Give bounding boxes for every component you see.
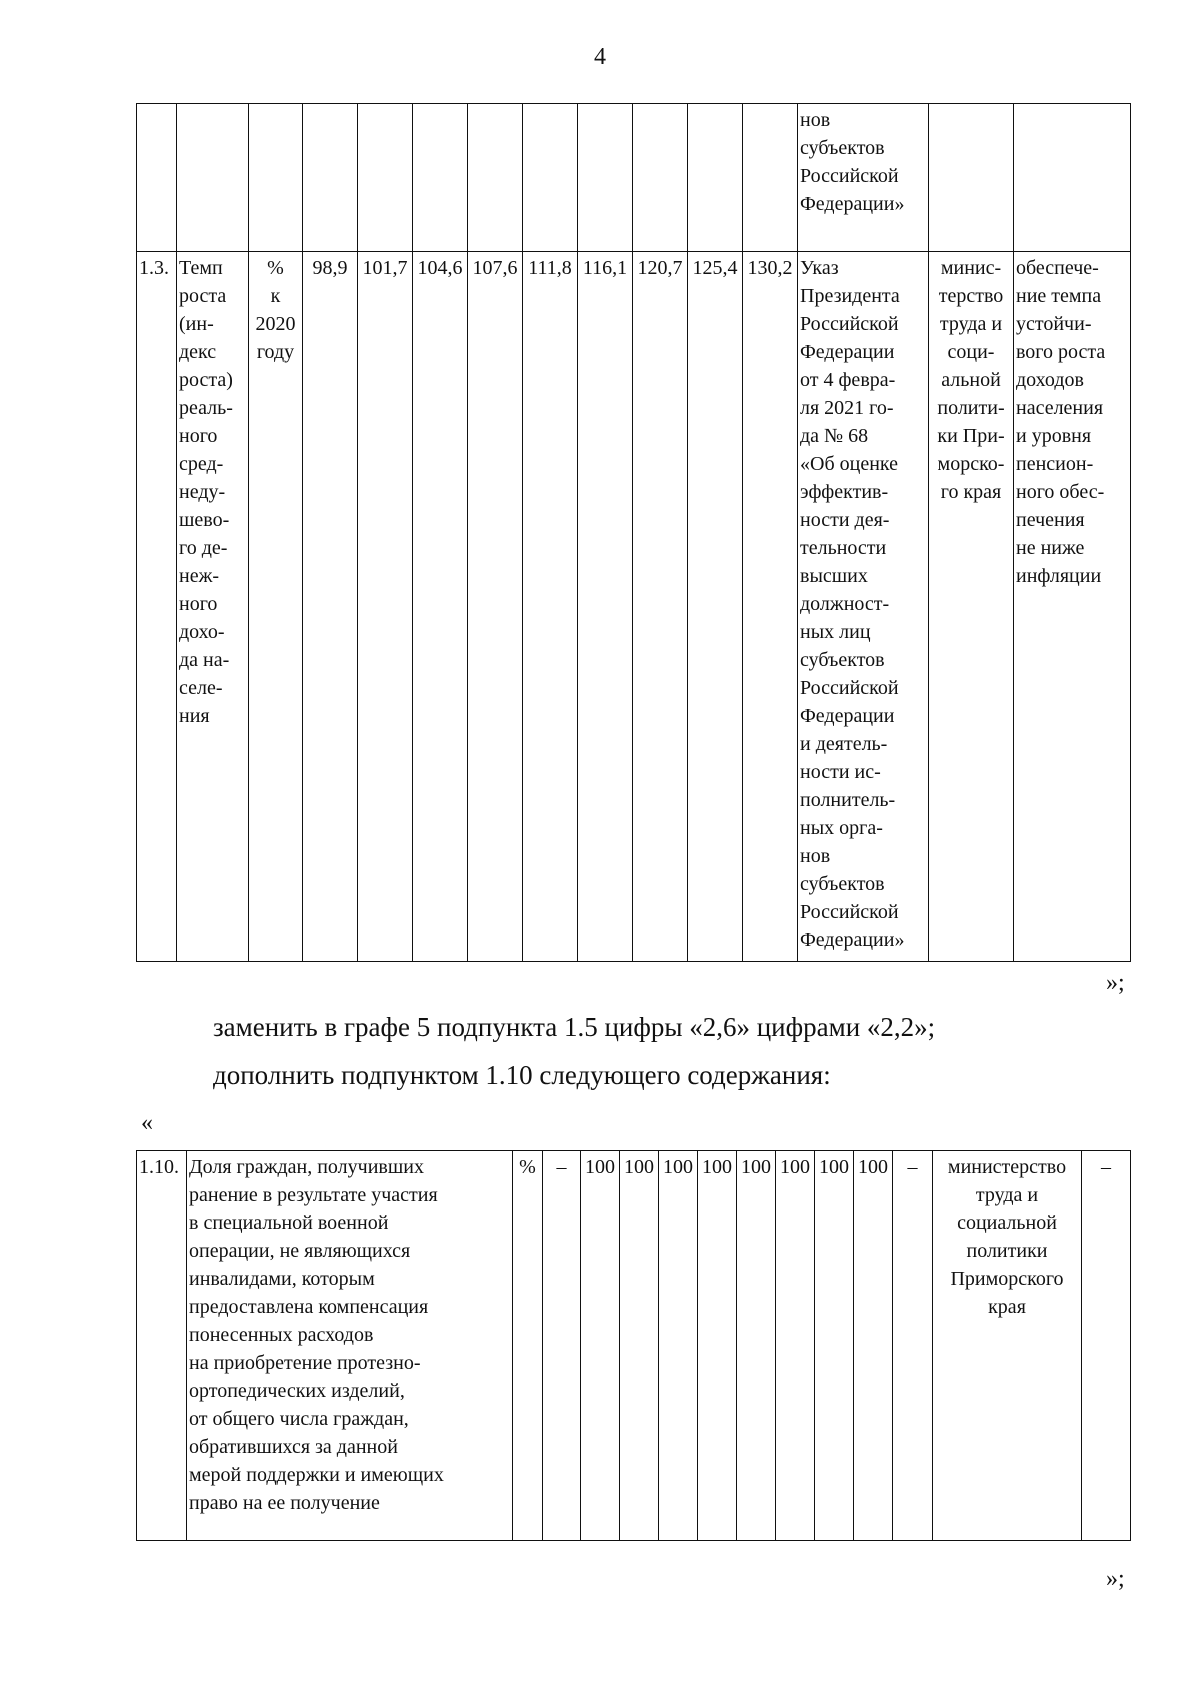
cell-value bbox=[523, 104, 578, 252]
table-row bbox=[137, 252, 1131, 962]
cell-value: 116,1 bbox=[578, 252, 633, 962]
cell-value: 120,7 bbox=[633, 252, 688, 962]
closing-quote: »; bbox=[1106, 1566, 1125, 1592]
cell-value bbox=[633, 104, 688, 252]
cell-unit: % к 2020 году bbox=[249, 252, 303, 962]
closing-quote: »; bbox=[1106, 970, 1125, 996]
page-number: 4 bbox=[594, 44, 606, 70]
cell-base: – bbox=[543, 1151, 581, 1541]
opening-quote: « bbox=[141, 1110, 153, 1136]
cell-result bbox=[1014, 104, 1131, 252]
cell-value: 111,8 bbox=[523, 252, 578, 962]
cell-value bbox=[578, 104, 633, 252]
cell-value: 130,2 bbox=[743, 252, 798, 962]
cell-responsible bbox=[929, 104, 1014, 252]
cell-result: – bbox=[1082, 1151, 1131, 1541]
cell-responsible: минис- терство труда и соци- альной полити- ки При- морско- го края bbox=[929, 252, 1014, 962]
cell-value bbox=[688, 104, 743, 252]
cell-value: 104,6 bbox=[413, 252, 468, 962]
cell-value bbox=[468, 104, 523, 252]
cell-name: Темп роста (ин- декс роста) реаль- ного сред- неду- шево- го де- неж- ного дохо- да на- селе- ния bbox=[177, 252, 249, 962]
cell-value bbox=[743, 104, 798, 252]
cell-name bbox=[177, 104, 249, 252]
cell-num bbox=[137, 104, 177, 252]
cell-unit: % bbox=[513, 1151, 543, 1541]
cell-value: 100 bbox=[620, 1151, 659, 1541]
cell-value: 101,7 bbox=[358, 252, 413, 962]
cell-value: 100 bbox=[854, 1151, 893, 1541]
cell-value: 100 bbox=[737, 1151, 776, 1541]
cell-legal-basis: нов субъектов Российской Федерации» bbox=[798, 104, 929, 252]
cell-value: 98,9 bbox=[303, 252, 358, 962]
cell-value: 100 bbox=[698, 1151, 737, 1541]
cell-unit bbox=[249, 104, 303, 252]
cell-num: 1.10. bbox=[137, 1151, 187, 1541]
indicator-1-10-table bbox=[136, 1150, 1131, 1541]
cell-value bbox=[303, 104, 358, 252]
cell-num: 1.3. bbox=[137, 252, 177, 962]
cell-value bbox=[413, 104, 468, 252]
cell-value: 100 bbox=[581, 1151, 620, 1541]
cell-value bbox=[358, 104, 413, 252]
cell-legal-basis: Указ Президента Российской Федерации от 4 февра- ля 2021 го- да № 68 «Об оценке эффектив- ности дея- тельности высших должност- ных лиц субъектов Российской Федерации и деятель- ности ис- полнитель- ных орга- нов субъектов Российской Федерации» bbox=[798, 252, 929, 962]
cell-name: Доля граждан, получивших ранение в результате участия в специальной военной операции, не являющихся инвалидами, которым предоставлена компенсация понесенных расходов на приобретение протезно- ортопедических изделий, от общего числа граждан, обратившихся за данной мерой поддержки и имеющих право на ее получение bbox=[187, 1151, 513, 1541]
amendment-paragraph: дополнить подпунктом 1.10 следующего содержания: bbox=[213, 1060, 831, 1090]
cell-value: 100 bbox=[659, 1151, 698, 1541]
cell-value: 107,6 bbox=[468, 252, 523, 962]
cell-result: обеспече- ние темпа устойчи- вого роста доходов населения и уровня пенсион- ного обес- печения не ниже инфляции bbox=[1014, 252, 1131, 962]
amendment-paragraph: заменить в графе 5 подпункта 1.5 цифры «2,6» цифрами «2,2»; bbox=[213, 1012, 936, 1042]
cell-value: 100 bbox=[815, 1151, 854, 1541]
cell-responsible: министерство труда и социальной политики Приморского края bbox=[933, 1151, 1082, 1541]
table-row bbox=[137, 104, 1131, 252]
indicators-table-continued bbox=[136, 103, 1131, 962]
table-row bbox=[137, 1151, 1131, 1541]
cell-value: 125,4 bbox=[688, 252, 743, 962]
cell-legal-basis: – bbox=[893, 1151, 933, 1541]
cell-value: 100 bbox=[776, 1151, 815, 1541]
